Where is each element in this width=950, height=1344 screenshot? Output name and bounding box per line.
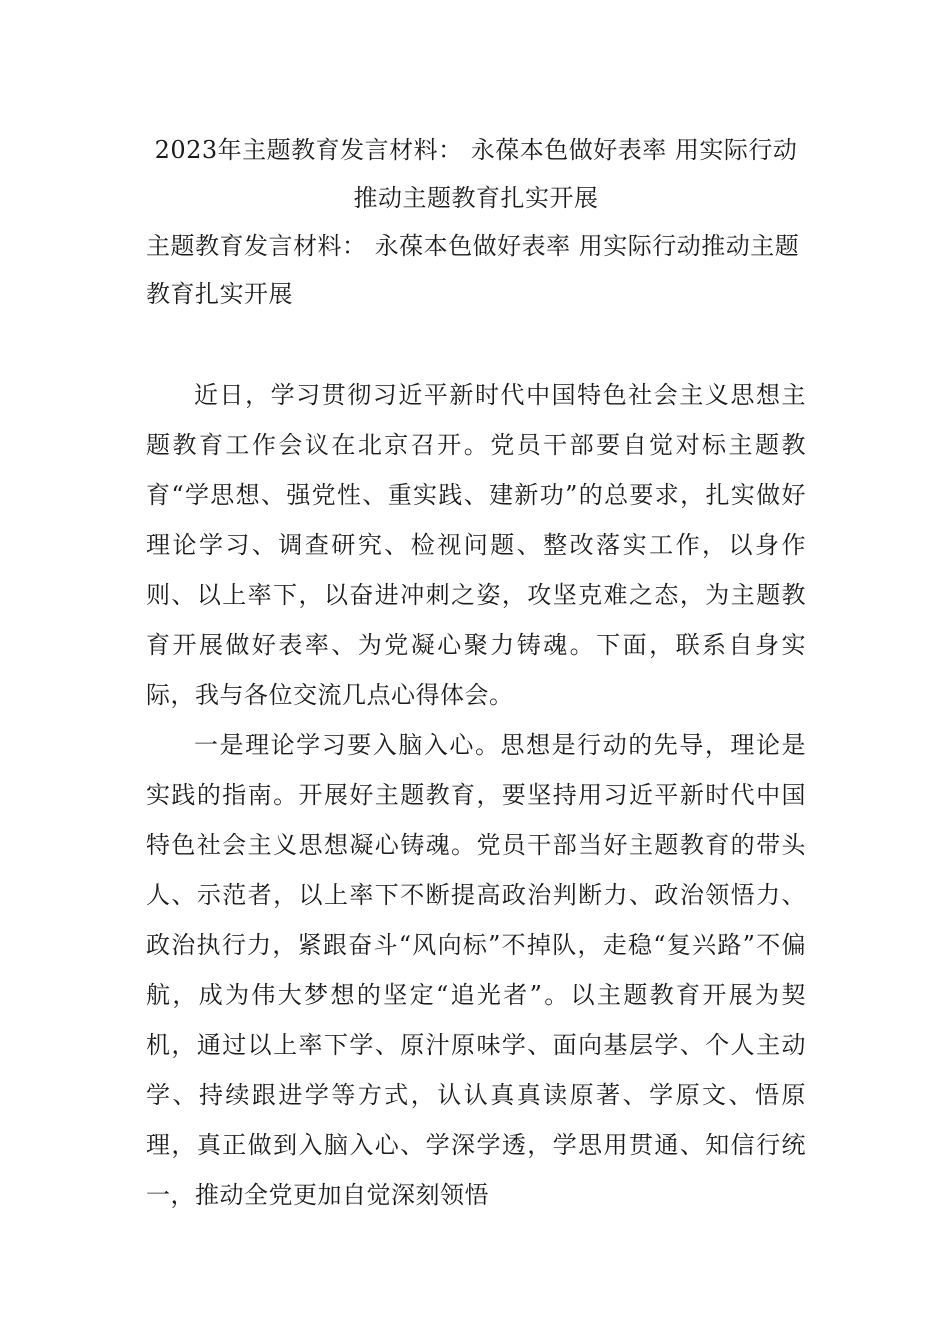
paragraph-intro: 近日，学习贯彻习近平新时代中国特色社会主义思想主题教育工作会议在北京召开。党员干部要自觉对标主题教育“学思想、强党性、重实践、建新功”的总要求，扎实做好理论学习、调查研究、检视问题、整改落实工作，以身作则、以上率下，以奋进冲刺之姿，攻坚克难之态，为主题教育开展做好表率、为党凝心聚力铸魂。下面，联系自身实际，我与各位交流几点心得体会。: [146, 381, 806, 709]
document-page: [146, 126, 806, 1220]
section-gap: [146, 318, 806, 370]
paragraph-point-one: 一是理论学习要入脑入心。思想是行动的先导，理论是实践的指南。开展好主题教育，要坚持用习近平新时代中国特色社会主义思想凝心铸魂。党员干部当好主题教育的带头人、示范者，以上率下不断提高政治判断力、政治领悟力、政治执行力，紧跟奋斗“风向标”不掉队，走稳“复兴路”不偏航，成为伟大梦想的坚定“追光者”。以主题教育开展为契机，通过以上率下学、原汁原味学、面向基层学、个人主动学、持续跟进学等方式，认认真真读原著、学原文、悟原理，真正做到入脑入心、学深学透，学思用贯通、知信行统一，推动全党更加自觉深刻领悟: [146, 731, 806, 1209]
document-subtitle: 主题教育发言材料： 永葆本色做好表率 用实际行动推动主题教育扎实开展: [146, 232, 800, 308]
document-title: 2023年主题教育发言材料： 永葆本色做好表率 用实际行动推动主题教育扎实开展: [154, 136, 798, 212]
